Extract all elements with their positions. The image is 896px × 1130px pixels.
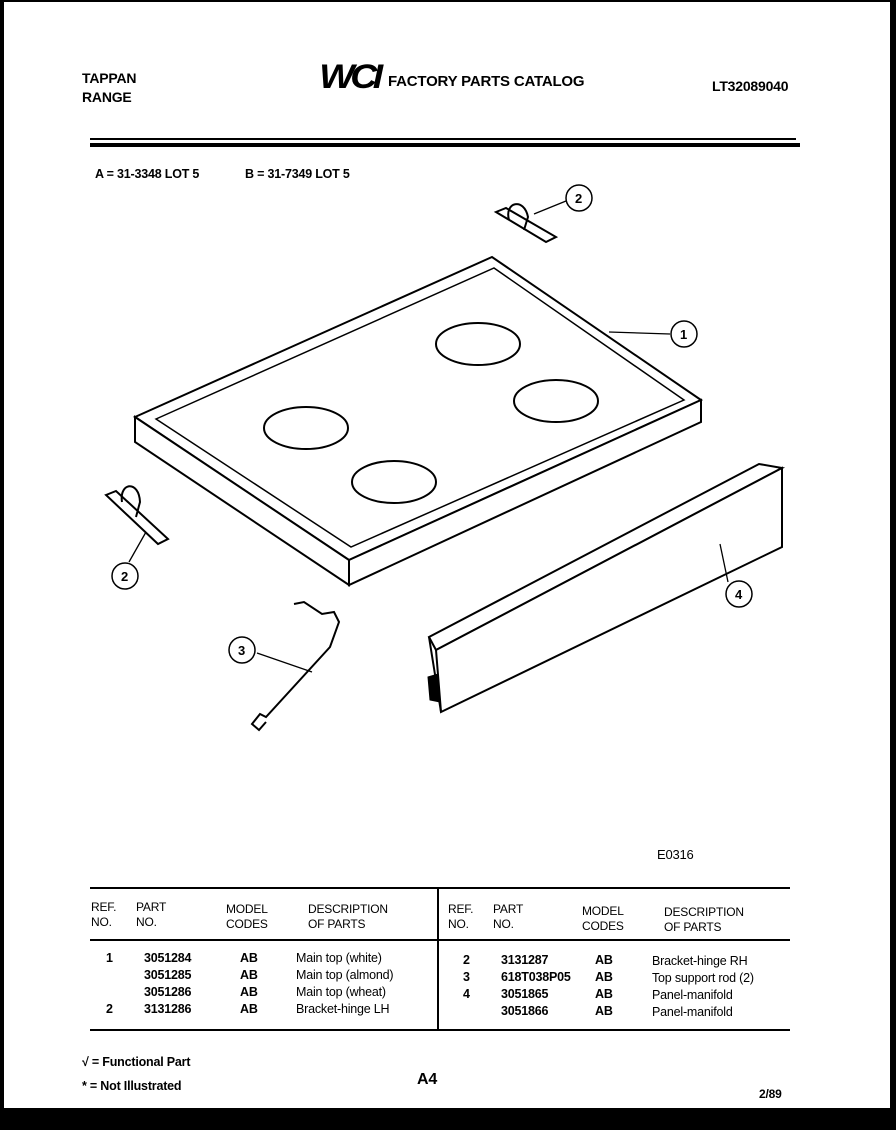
table-cell: Bracket-hinge RH bbox=[652, 954, 748, 968]
table-cell: AB bbox=[595, 1004, 613, 1018]
callout-2-rh: 2 bbox=[575, 191, 583, 206]
header-description: DESCRIPTION bbox=[664, 905, 744, 919]
page-number: A4 bbox=[417, 1071, 438, 1088]
left-desc-column bbox=[296, 950, 393, 1018]
table-cell: 3 bbox=[463, 970, 470, 984]
header-description: DESCRIPTION bbox=[308, 902, 388, 916]
table-cell: Panel-manifold bbox=[652, 988, 733, 1002]
catalog-title: FACTORY PARTS CATALOG bbox=[388, 73, 585, 90]
table-cell: AB bbox=[240, 985, 258, 999]
header-ref: REF. bbox=[91, 900, 117, 914]
table-cell: 3051286 bbox=[144, 985, 192, 999]
product-label: RANGE bbox=[82, 89, 132, 105]
model-b-label: B = 31-7349 LOT 5 bbox=[245, 167, 350, 181]
table-header-rule bbox=[90, 939, 790, 941]
table-cell: 4 bbox=[463, 987, 470, 1001]
table-cell: 1 bbox=[106, 951, 113, 965]
left-part-column bbox=[144, 950, 191, 1018]
brand-label: TAPPAN bbox=[82, 70, 137, 86]
callout-4: 4 bbox=[735, 587, 743, 602]
header-codes: CODES bbox=[582, 919, 624, 933]
wci-logo: WCI bbox=[319, 58, 379, 96]
table-cell: AB bbox=[595, 970, 613, 984]
table-cell: 3131287 bbox=[501, 953, 549, 967]
main-top-part bbox=[135, 257, 701, 585]
header-model: MODEL bbox=[226, 902, 268, 916]
table-cell bbox=[106, 967, 113, 984]
table-cell: 2 bbox=[463, 953, 470, 967]
table-cell bbox=[463, 1003, 470, 1020]
table-cell: 3051866 bbox=[501, 1004, 549, 1018]
right-codes-column bbox=[595, 952, 613, 1020]
model-a-label: A = 31-3348 LOT 5 bbox=[95, 167, 200, 181]
header-of-parts: OF PARTS bbox=[308, 917, 366, 931]
header-part: PART bbox=[136, 900, 167, 914]
table-cell: 3051284 bbox=[144, 951, 192, 965]
revision-date: 2/89 bbox=[759, 1087, 782, 1101]
table-cell: Main top (white) bbox=[296, 951, 382, 965]
catalog-sheet bbox=[4, 2, 890, 1108]
functional-part-legend: √ = Functional Part bbox=[82, 1055, 191, 1069]
table-divider bbox=[437, 887, 439, 1031]
header-part: PART bbox=[493, 902, 524, 916]
header-of-parts: OF PARTS bbox=[664, 920, 722, 934]
header-codes: CODES bbox=[226, 917, 268, 931]
header-model: MODEL bbox=[582, 904, 624, 918]
header-part-no: NO. bbox=[136, 915, 157, 929]
right-desc-column bbox=[652, 953, 754, 1021]
table-cell: AB bbox=[240, 951, 258, 965]
catalog-number: LT32089040 bbox=[712, 78, 789, 94]
table-cell: AB bbox=[595, 953, 613, 967]
header-no: NO. bbox=[91, 915, 112, 929]
bracket-hinge-lh bbox=[106, 486, 168, 544]
left-codes-column bbox=[240, 950, 258, 1018]
table-cell: Main top (almond) bbox=[296, 968, 394, 982]
table-cell: 3131286 bbox=[144, 1002, 192, 1016]
table-bottom-rule bbox=[90, 1029, 790, 1031]
right-ref-column bbox=[463, 952, 470, 1020]
table-top-rule bbox=[90, 887, 790, 889]
table-cell: 2 bbox=[106, 1002, 113, 1016]
table-cell: Main top (wheat) bbox=[296, 985, 386, 999]
table-cell: Top support rod (2) bbox=[652, 971, 754, 985]
callout-1: 1 bbox=[680, 327, 688, 342]
table-cell: Panel-manifold bbox=[652, 1005, 733, 1019]
table-cell: AB bbox=[240, 968, 258, 982]
figure-code: E0316 bbox=[657, 847, 694, 862]
table-cell: 3051865 bbox=[501, 987, 549, 1001]
not-illustrated-legend: * = Not Illustrated bbox=[82, 1079, 182, 1093]
callout-2-lh: 2 bbox=[121, 569, 129, 584]
table-cell bbox=[106, 984, 113, 1001]
table-cell: 618T038P05 bbox=[501, 970, 571, 984]
bracket-hinge-rh bbox=[496, 204, 556, 242]
table-cell: Bracket-hinge LH bbox=[296, 1002, 390, 1016]
header-ref: REF. bbox=[448, 902, 474, 916]
table-cell: AB bbox=[240, 1002, 258, 1016]
exploded-parts-diagram bbox=[4, 2, 890, 862]
callout-3: 3 bbox=[238, 643, 246, 658]
right-part-column bbox=[501, 952, 571, 1020]
table-cell: AB bbox=[595, 987, 613, 1001]
left-ref-column bbox=[106, 950, 113, 1018]
table-cell: 3051285 bbox=[144, 968, 192, 982]
header-no: NO. bbox=[448, 917, 469, 931]
header-part-no: NO. bbox=[493, 917, 514, 931]
